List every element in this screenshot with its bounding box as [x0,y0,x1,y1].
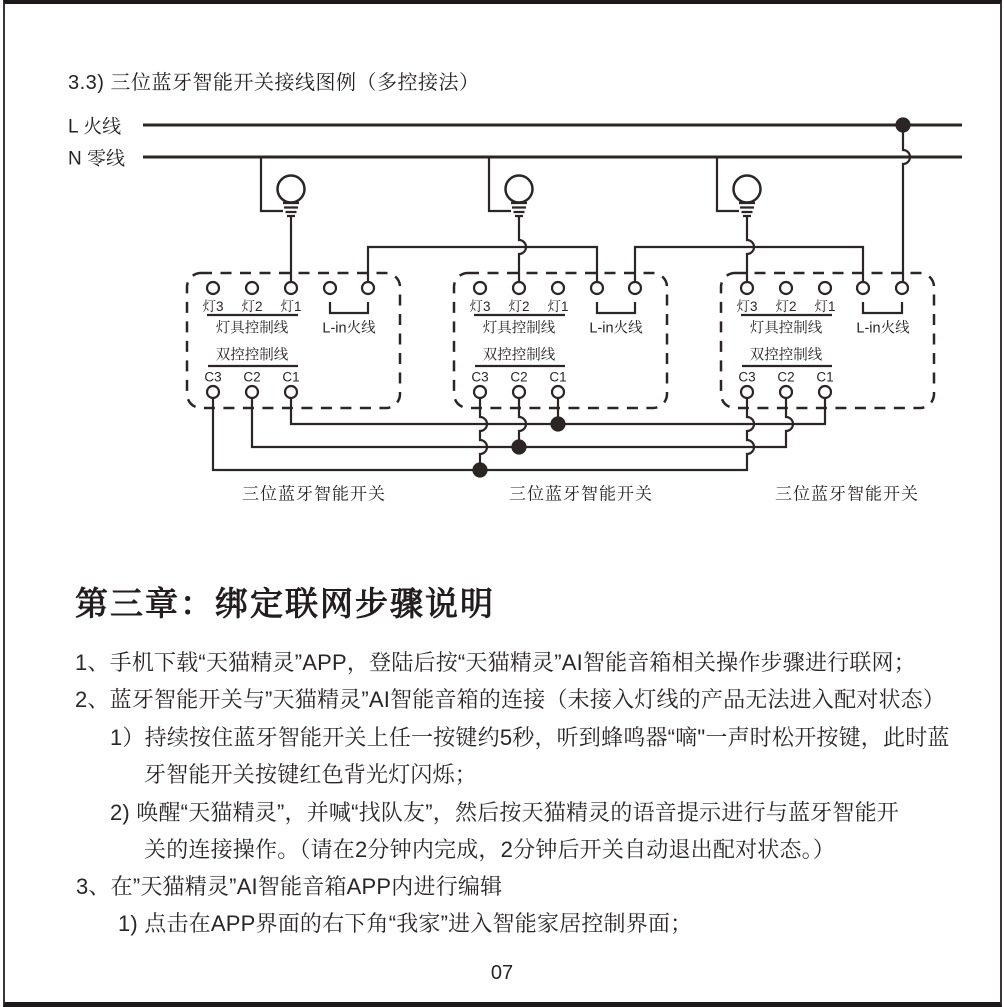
terminal [285,282,297,294]
terminal-label-c1: C1 [282,369,300,385]
terminal [552,282,564,294]
light-bulb-3-icon [717,158,761,282]
light-bulb-1-icon [261,158,305,282]
terminal-label-c2: C2 [510,369,528,385]
terminal [474,282,486,294]
terminal-label-lamp1: 灯1 [547,299,569,314]
terminal [896,282,908,294]
switch-caption: 三位蓝牙智能开关 [242,484,386,504]
lin-group-label: L-in火线 [589,320,643,337]
terminal-label-lamp3: 灯3 [736,299,758,314]
terminal [857,282,869,294]
c2-bus-wire [252,398,793,447]
instruction-line: 1) 点击在APP界面的右下角“我家”进入智能家居控制界面； [118,911,693,936]
light-bulb-2-icon [489,158,533,282]
terminal [819,386,831,398]
terminal [285,386,297,398]
live-feed-drop-wire [903,125,910,282]
instruction-line: 3、在”天猫精灵”AI智能音箱APP内进行编辑 [76,874,503,899]
terminal-label-c1: C1 [549,369,567,385]
junction-dot [552,418,565,431]
terminal-label-lamp2: 灯2 [775,299,797,314]
terminal-label-lamp1: 灯1 [280,299,302,314]
live-wire-label: L 火线 [68,116,122,138]
terminal-label-c2: C2 [243,369,261,385]
switch-caption: 三位蓝牙智能开关 [509,484,653,504]
switch-caption: 三位蓝牙智能开关 [775,484,919,504]
junction-dot [474,464,487,477]
lin-bracket-3 [863,302,902,313]
instruction-line: 牙智能开关按键红色背光灯闪烁； [144,762,478,787]
instruction-line: 1）持续按住蓝牙智能开关上任一按键约5秒，听到蜂鸣器“嘀"一声时松开按键，此时蓝 [110,725,950,750]
terminal [362,282,374,294]
dual-control-label: 双控控制线 [215,347,289,364]
junction-dot [897,119,910,132]
dual-control-label: 双控控制线 [482,347,556,364]
junction-dot [513,441,526,454]
terminal [246,386,258,398]
chapter-heading: 第三章：绑定联网步骤说明 [75,585,495,622]
terminal [513,386,525,398]
terminal [513,282,525,294]
instruction-line: 2、蓝牙智能开关与”天猫精灵”AI智能音箱的连接（未接入灯线的产品无法进入配对状态） [75,687,946,712]
lin-group-label: L-in火线 [322,320,376,337]
terminal-label-lamp2: 灯2 [508,299,530,314]
instruction-line: 2) 唤醒“天猫精灵”，并喊“找队友”，然后按天猫精灵的语音提示进行与蓝牙智能开 [110,800,899,825]
terminal [474,386,486,398]
lin-group-label: L-in火线 [856,320,910,337]
terminal [324,282,336,294]
terminal-label-lamp3: 灯3 [202,299,224,314]
lamp-group-label: 灯具控制线 [482,320,556,337]
terminal [819,282,831,294]
terminal-label-lamp2: 灯2 [241,299,263,314]
terminal-label-c1: C1 [816,369,834,385]
lin-link-wire-2 [635,247,863,282]
terminal-label-lamp3: 灯3 [469,299,491,314]
instruction-line: 1、手机下载“天猫精灵”APP，登陆后按“天猫精灵”AI智能音箱相关操作步骤进行联网； [75,650,916,675]
lamp-group-label: 灯具控制线 [749,320,823,337]
terminal [780,386,792,398]
terminal [629,282,641,294]
terminal [207,282,219,294]
page-number: 07 [490,962,514,984]
terminal-label-c3: C3 [471,369,489,385]
terminal [741,386,753,398]
terminal-label-c3: C3 [738,369,756,385]
terminal [741,282,753,294]
instruction-line: 关的连接操作。（请在2分钟内完成，2分钟后开关自动退出配对状态。） [144,837,836,862]
lin-bracket-1 [330,302,368,313]
dual-control-label: 双控控制线 [749,347,823,364]
terminal [246,282,258,294]
terminal-label-c2: C2 [777,369,795,385]
terminal [552,386,564,398]
terminal [207,386,219,398]
lin-link-wire-1 [368,247,597,282]
lamp-group-label: 灯具控制线 [215,320,289,337]
c3-bus-wire [213,398,754,470]
section-title: 3.3) 三位蓝牙智能开关接线图例（多控接法） [68,72,480,94]
terminal [780,282,792,294]
terminal-label-lamp1: 灯1 [814,299,836,314]
terminal [591,282,603,294]
lin-bracket-2 [597,302,635,313]
switch2-c3-tap [480,398,487,470]
terminal-label-c3: C3 [204,369,222,385]
neutral-wire-label: N 零线 [68,148,126,170]
